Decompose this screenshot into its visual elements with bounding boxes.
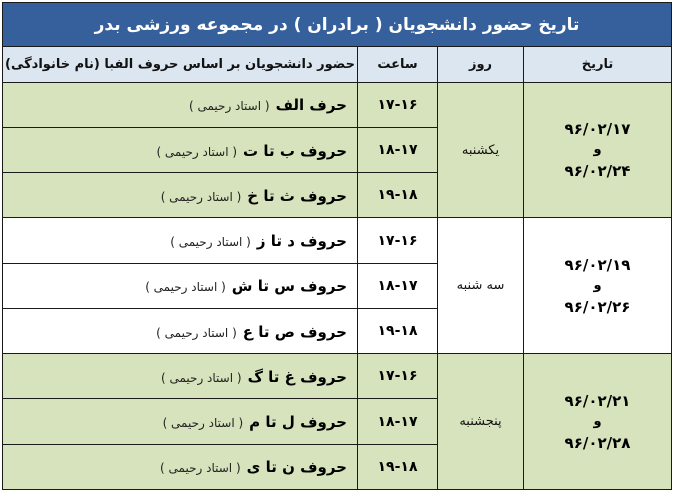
students-cell bbox=[3, 263, 358, 308]
date-second: ۹۶/۰۲/۲۴ bbox=[564, 162, 631, 181]
table-row bbox=[3, 354, 672, 399]
time-cell: ۱۹-۱۸ bbox=[358, 444, 438, 489]
date-cell bbox=[524, 218, 672, 354]
date-second: ۹۶/۰۲/۲۶ bbox=[564, 297, 631, 316]
date-conjunction: و bbox=[593, 277, 602, 293]
day-cell: یکشنبه bbox=[438, 82, 524, 218]
time-cell: ۱۹-۱۸ bbox=[358, 173, 438, 218]
letter-range: حروف غ تا گ bbox=[247, 367, 347, 386]
time-cell: ۱۸-۱۷ bbox=[358, 263, 438, 308]
time-cell: ۱۷-۱۶ bbox=[358, 218, 438, 263]
letter-range: حروف س تا ش bbox=[231, 277, 347, 296]
time-cell: ۱۹-۱۸ bbox=[358, 308, 438, 353]
students-cell bbox=[3, 354, 358, 399]
teacher-name: ( استاد رحیمی ) bbox=[170, 235, 251, 250]
time-cell: ۱۷-۱۶ bbox=[358, 354, 438, 399]
teacher-name: ( استاد رحیمی ) bbox=[162, 416, 244, 431]
teacher-name: ( استاد رحیمی ) bbox=[156, 325, 237, 340]
date-conjunction: و bbox=[593, 142, 602, 158]
teacher-name: ( استاد رحیمی ) bbox=[145, 280, 226, 295]
time-cell: ۱۸-۱۷ bbox=[358, 127, 438, 172]
letter-range: حروف ث تا خ bbox=[247, 186, 347, 205]
day-cell: سه شنبه bbox=[438, 218, 524, 354]
header-time: ساعت bbox=[358, 47, 438, 83]
header-date: تاریخ bbox=[524, 47, 672, 83]
time-cell: ۱۷-۱۶ bbox=[358, 82, 438, 127]
date-second: ۹۶/۰۲/۲۸ bbox=[564, 433, 631, 452]
date-first: ۹۶/۰۲/۲۱ bbox=[564, 391, 631, 410]
letter-range: حروف د تا ز bbox=[256, 232, 347, 251]
students-cell bbox=[3, 444, 358, 489]
day-cell: پنجشنبه bbox=[438, 354, 524, 490]
letter-range: حروف ل تا م bbox=[249, 413, 347, 432]
header-row bbox=[3, 47, 672, 83]
teacher-name: ( استاد رحیمی ) bbox=[160, 461, 241, 476]
teacher-name: ( استاد رحیمی ) bbox=[188, 99, 270, 114]
students-cell bbox=[3, 127, 358, 172]
teacher-name: ( استاد رحیمی ) bbox=[160, 370, 242, 385]
header-students: حضور دانشجویان بر اساس حروف الفبا (نام خانوادگی) bbox=[3, 47, 358, 83]
header-day: روز bbox=[438, 47, 524, 83]
students-cell bbox=[3, 308, 358, 353]
letter-range: حروف ص تا ع bbox=[242, 322, 347, 341]
date-cell bbox=[524, 82, 672, 218]
table-row bbox=[3, 82, 672, 127]
letter-range: حروف ب تا ت bbox=[243, 141, 347, 160]
table-title: تاریخ حضور دانشجویان ( برادران ) در مجموعه ورزشی بدر bbox=[3, 3, 672, 47]
students-cell bbox=[3, 173, 358, 218]
letter-range: حروف ن تا ی bbox=[246, 458, 347, 477]
teacher-name: ( استاد رحیمی ) bbox=[160, 189, 242, 204]
date-first: ۹۶/۰۲/۱۷ bbox=[564, 120, 631, 139]
students-cell bbox=[3, 82, 358, 127]
time-cell: ۱۸-۱۷ bbox=[358, 399, 438, 444]
table-row bbox=[3, 218, 672, 263]
teacher-name: ( استاد رحیمی ) bbox=[156, 144, 238, 159]
date-conjunction: و bbox=[593, 413, 602, 429]
date-first: ۹۶/۰۲/۱۹ bbox=[564, 255, 631, 274]
date-cell bbox=[524, 354, 672, 490]
schedule-table bbox=[2, 2, 672, 490]
letter-range: حرف الف bbox=[275, 96, 347, 115]
students-cell bbox=[3, 218, 358, 263]
students-cell bbox=[3, 399, 358, 444]
